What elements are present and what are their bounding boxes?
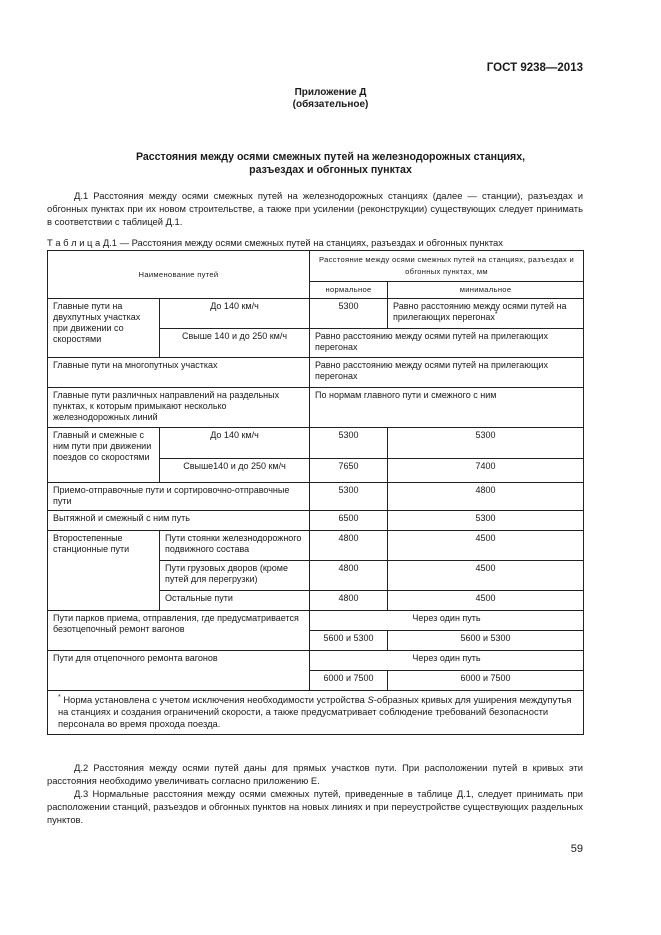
row3-both: По нормам главного пути и смежного с ним	[310, 388, 584, 428]
row9-name: Пути для отцепочного ремонта вагонов	[48, 651, 310, 691]
row8-both: Через один путь	[310, 611, 584, 631]
row7-normal-a: 4800	[310, 531, 388, 561]
row7-sub-b: Пути грузовых дворов (кроме путей для перегрузки)	[160, 561, 310, 591]
standard-code: ГОСТ 9238—2013	[486, 62, 583, 74]
paragraph-d3: Д.3 Нормальные расстояния между осями смежных путей, приведенные в таблице Д.1, следует принимать при расположении станций, разъездов и обгонных пунктов на новых линиях и при переустройстве существующих раздельных пунктов.	[47, 788, 583, 825]
row7-normal-c: 4800	[310, 591, 388, 611]
row8-normal: 5600 и 5300	[310, 631, 388, 651]
row8-name: Пути парков приема, отправления, где предусматривается безотцепочный ремонт вагонов	[48, 611, 310, 651]
section-title-line-1: Расстояния между осями смежных путей на железнодорожных станциях,	[135, 151, 526, 163]
page-number: 59	[570, 843, 583, 855]
header-distances: Расстояние между осями смежных путей на станциях, разъездах и обгонных пунктах, мм	[310, 251, 584, 282]
table-footnote: * Норма установлена с учетом исключения необходимости устройства S-образных кривых для уширения междупутья на станциях и создания ограничений скорости, а также предусматривает соблюдение требований безопасности персонала во время прохода поезда.	[48, 691, 584, 735]
header-track-name: Наименование путей	[48, 251, 310, 299]
header-minimal: минимальное	[388, 282, 584, 299]
row7-minimal-b: 4500	[388, 561, 584, 591]
row7-minimal-c: 4500	[388, 591, 584, 611]
row9-normal: 6000 и 7500	[310, 671, 388, 691]
row5-minimal: 4800	[388, 483, 584, 511]
row2-name: Главные пути на многопутных участках	[48, 358, 310, 388]
row7-normal-b: 4800	[310, 561, 388, 591]
paragraph-d1: Д.1 Расстояния между осями смежных путей на железнодорожных станциях (далее — станции), разъездах и обгонных пунктах при их новом строительстве, а также при усилении (реконструкции) существующих следует принимать в соответствии с таблицей Д.1.	[47, 190, 583, 227]
row1-both-b: Равно расстоянию между осями путей на прилегающих перегонах	[310, 329, 584, 358]
row7-minimal-a: 4500	[388, 531, 584, 561]
row8-minimal: 5600 и 5300	[388, 631, 584, 651]
paragraph-d2: Д.2 Расстояния между осями путей даны для прямых участков пути. При расположении путей в кривых эти расстояния необходимо увеличивать согласно приложению Е.	[47, 762, 583, 786]
table-caption: Т а б л и ц а Д.1 — Расстояния между осями смежных путей на станциях, разъездах и обгонных пунктах	[47, 237, 503, 248]
row7-sub-c: Остальные пути	[160, 591, 310, 611]
row1-speed-b: Свыше 140 и до 250 км/ч	[160, 329, 310, 358]
row1-minimal-a: Равно расстоянию между осями путей на прилегающих перегонах*	[388, 299, 584, 329]
appendix-status: (обязательное)	[292, 99, 369, 110]
appendix-title: Приложение Д	[294, 87, 367, 98]
section-title-line-2: разъездах и обгонных пунктах	[249, 164, 412, 176]
row1-speed-a: До 140 км/ч	[160, 299, 310, 329]
row4-normal-b: 7650	[310, 459, 388, 483]
row7-sub-a: Пути стоянки железнодорожного подвижного состава	[160, 531, 310, 561]
row6-normal: 6500	[310, 511, 388, 531]
row1-normal-a: 5300	[310, 299, 388, 329]
row3-name: Главные пути различных направлений на раздельных пунктах, к которым примыкают несколько железнодорожных линий	[48, 388, 310, 428]
header-normal: нормальное	[310, 282, 388, 299]
row5-normal: 5300	[310, 483, 388, 511]
row7-name: Второстепенные станционные пути	[48, 531, 160, 611]
row4-speed-a: До 140 км/ч	[160, 428, 310, 459]
footnote-mark: *	[494, 311, 498, 318]
row9-both: Через один путь	[310, 651, 584, 671]
row4-minimal-a: 5300	[388, 428, 584, 459]
row6-name: Вытяжной и смежный с ним путь	[48, 511, 310, 531]
table-d1	[47, 250, 584, 735]
row4-name: Главный и смежные с ним пути при движении поездов со скоростями	[48, 428, 160, 483]
row6-minimal: 5300	[388, 511, 584, 531]
row4-speed-b: Свыше140 и до 250 км/ч	[160, 459, 310, 483]
row4-normal-a: 5300	[310, 428, 388, 459]
row2-both: Равно расстоянию между осями путей на прилегающих перегонах	[310, 358, 584, 388]
row1-name: Главные пути на двухпутных участках при движении со скоростями	[48, 299, 160, 358]
row5-name: Приемо-отправочные пути и сортировочно-отправочные пути	[48, 483, 310, 511]
row4-minimal-b: 7400	[388, 459, 584, 483]
row9-minimal: 6000 и 7500	[388, 671, 584, 691]
